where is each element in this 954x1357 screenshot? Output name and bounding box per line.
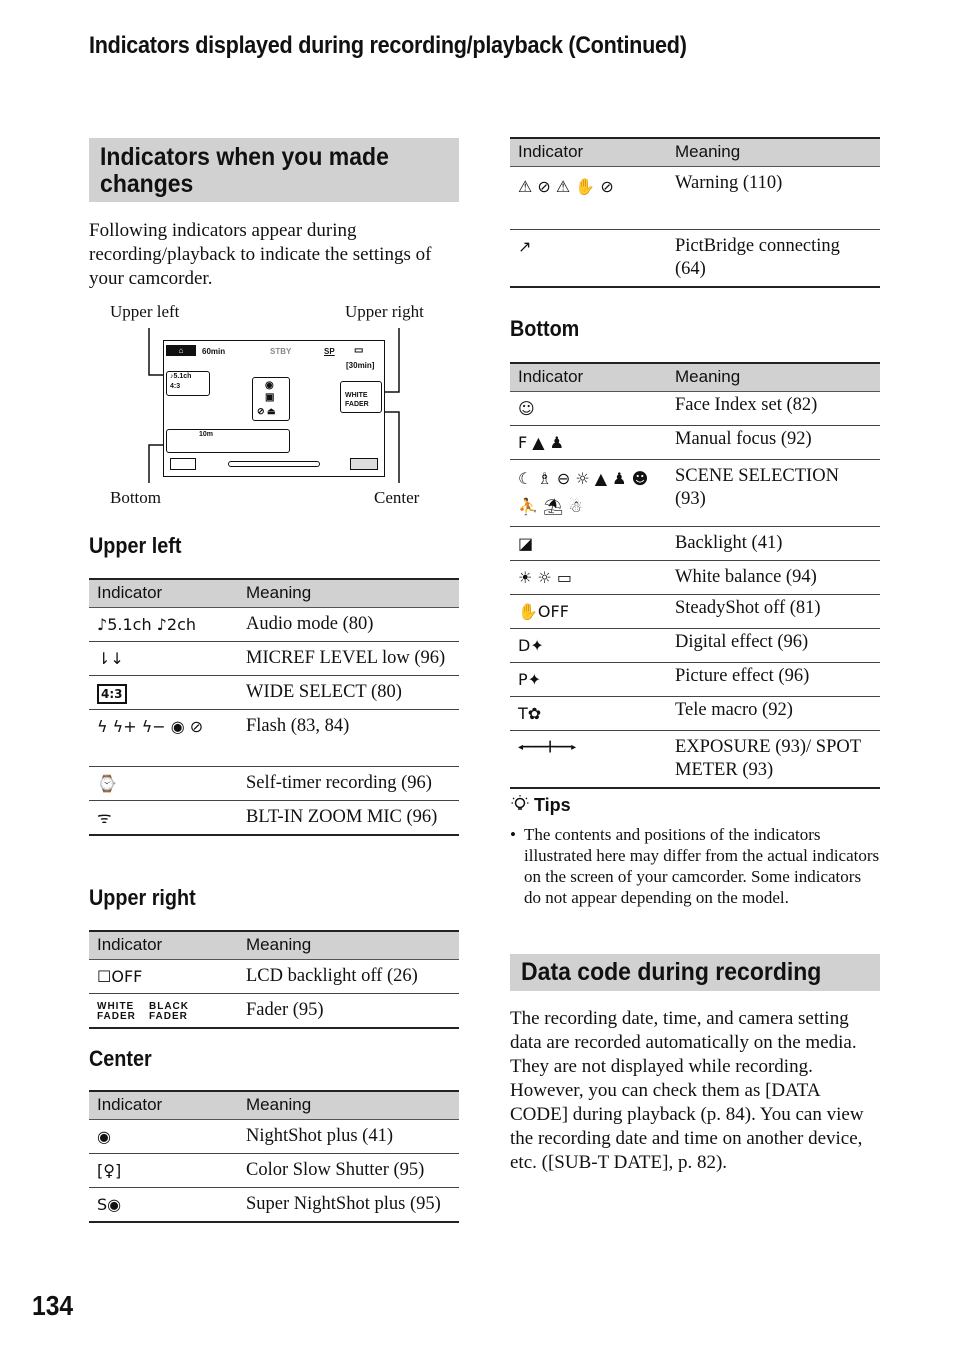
col-meaning: Meaning xyxy=(667,138,880,167)
row-meaning: Audio mode (80) xyxy=(238,608,459,642)
col-indicator: Indicator xyxy=(89,1091,238,1120)
tele-macro-icon: T✿ xyxy=(510,697,667,731)
screen-wide: 4:3 xyxy=(170,383,181,390)
col-meaning: Meaning xyxy=(238,1091,459,1120)
screen-fader: FADER xyxy=(345,401,369,408)
black-fader-icon: BLACK FADER xyxy=(149,1000,189,1022)
center-icon-b: ▣ xyxy=(265,392,275,403)
row-meaning: BLT-IN ZOOM MIC (96) xyxy=(238,801,459,836)
label-center: Center xyxy=(374,488,420,507)
media-icon: ▭ xyxy=(354,345,364,356)
row-meaning: WIDE SELECT (80) xyxy=(238,676,459,710)
section-banner-data-code xyxy=(510,954,880,991)
row-meaning: Super NightShot plus (95) xyxy=(238,1188,459,1223)
screen-stby: STBY xyxy=(270,347,292,356)
micref-icon: ⇂↓ xyxy=(89,642,238,676)
row-meaning: Color Slow Shutter (95) xyxy=(238,1154,459,1188)
screen-diagram xyxy=(89,300,459,515)
row-meaning: Warning (110) xyxy=(667,167,880,230)
exposure-icon: ◂━━━━╋━━━▸ xyxy=(510,731,667,789)
steadyshot-off-icon: ✋OFF xyxy=(510,595,667,629)
camcorder-screen xyxy=(163,340,385,477)
col-indicator: Indicator xyxy=(510,138,667,167)
table-row xyxy=(89,642,459,676)
row-meaning: Face Index set (82) xyxy=(667,392,880,426)
running-head: Indicators displayed during recording/playback (Continued) xyxy=(89,32,687,59)
col-indicator: Indicator xyxy=(510,363,667,392)
table-row xyxy=(510,527,880,561)
white-fader-icon: WHITE FADER xyxy=(97,1000,136,1022)
row-meaning: Manual focus (92) xyxy=(667,426,880,460)
tips-heading xyxy=(510,794,571,816)
table-upper-right xyxy=(89,930,459,1029)
scene-selection-icon: ☾ ♗ ⊖ ☼ ▲ ♟ ☻ ⛹ ⛱ ☃ xyxy=(510,460,667,527)
data-code-paragraph: The recording date, time, and camera setting data are recorded automatically on the media. They are not displayed while recording. However, you can check them as [DATA CODE] during playback (p. 84). You can view the recording date and time on another device, etc. ([SUB-T DATE], p. 82). xyxy=(510,1008,864,1173)
nightshot-icon: ◉ xyxy=(89,1120,238,1154)
screen-battery: 60min xyxy=(202,347,226,356)
row-meaning: SteadyShot off (81) xyxy=(667,595,880,629)
screen-remaining: [30min] xyxy=(346,361,375,370)
table-row xyxy=(89,960,459,994)
table-row xyxy=(510,663,880,697)
col-indicator: Indicator xyxy=(89,579,238,608)
table-row xyxy=(89,1120,459,1154)
flash-icon: ϟ ϟ+ ϟ− ◉ ⊘ xyxy=(89,710,238,767)
table-row xyxy=(510,731,880,789)
white-balance-icon: ☀ ☼ ▭ xyxy=(510,561,667,595)
table-row xyxy=(510,167,880,230)
pictbridge-icon: ↗ xyxy=(510,230,667,288)
lightbulb-icon xyxy=(510,794,530,814)
audio-mode-icon: ♪5.1ch ♪2ch xyxy=(89,608,238,642)
col-meaning: Meaning xyxy=(667,363,880,392)
row-meaning: Fader (95) xyxy=(238,994,459,1029)
wide-select-icon: 4:3 xyxy=(89,676,238,710)
tips-list-item xyxy=(510,824,882,908)
row-meaning: White balance (94) xyxy=(667,561,880,595)
color-slow-shutter-icon: [♀] xyxy=(89,1154,238,1188)
subhead-center: Center xyxy=(89,1046,152,1071)
row-meaning: Self-timer recording (96) xyxy=(238,767,459,801)
center-box xyxy=(252,377,290,421)
row-meaning: MICREF LEVEL low (96) xyxy=(238,642,459,676)
picture-effect-icon: P✦ xyxy=(510,663,667,697)
row-meaning: NightShot plus (41) xyxy=(238,1120,459,1154)
warning-icon: ⚠ ⊘ ⚠ ✋ ⊘ xyxy=(510,167,667,230)
row-meaning: Picture effect (96) xyxy=(667,663,880,697)
table-row xyxy=(89,1188,459,1223)
label-upper-left: Upper left xyxy=(110,302,180,321)
tips-text: The contents and positions of the indicators illustrated here may differ from the actual indicators on the screen of your camcorder. Some indicators do not appear depending on the model. xyxy=(524,825,880,907)
table-row xyxy=(510,561,880,595)
row-meaning: Flash (83, 84) xyxy=(238,710,459,767)
table-row xyxy=(510,629,880,663)
center-icon-a: ◉ xyxy=(265,380,274,391)
screen-audio: ♪5.1ch xyxy=(170,373,192,380)
exposure-bar xyxy=(228,461,320,467)
face-index-icon: ☺ xyxy=(510,392,667,426)
section-banner-indicators-changes xyxy=(89,138,459,202)
row-meaning: EXPOSURE (93)/ SPOT METER (93) xyxy=(667,731,880,789)
table-row xyxy=(89,608,459,642)
table-row xyxy=(510,392,880,426)
self-timer-icon: ⌚ xyxy=(89,767,238,801)
data-code-title: Data code during recording xyxy=(521,958,822,986)
table-row xyxy=(510,426,880,460)
table-bottom xyxy=(510,362,880,789)
col-indicator: Indicator xyxy=(89,931,238,960)
row-meaning: Backlight (41) xyxy=(667,527,880,561)
table-row xyxy=(89,767,459,801)
table-row xyxy=(89,710,459,767)
screen-white: WHITE xyxy=(345,392,368,399)
upper-left-box xyxy=(166,371,210,396)
bullet: • xyxy=(510,825,516,844)
super-nightshot-icon: S◉ xyxy=(89,1188,238,1223)
screen-sp: SP xyxy=(324,347,335,356)
table-row xyxy=(510,230,880,288)
intro-paragraph: Following indicators appear during recording/playback to indicate the settings of your camcorder. xyxy=(89,220,432,289)
row-meaning: PictBridge connecting (64) xyxy=(667,230,880,288)
backlight-icon: ◪ xyxy=(510,527,667,561)
bottom-box xyxy=(166,429,290,453)
manual-focus-icon: F ▲ ♟ xyxy=(510,426,667,460)
row-meaning: SCENE SELECTION (93) xyxy=(667,460,880,527)
label-upper-right: Upper right xyxy=(345,302,424,321)
tips-label: Tips xyxy=(534,795,571,815)
table-row xyxy=(89,801,459,836)
section-title: Indicators when you made changes xyxy=(100,143,389,198)
subhead-upper-left: Upper left xyxy=(89,533,182,558)
center-icon-c: ⊘ ⏏ xyxy=(257,406,276,416)
home-icon: ⌂ xyxy=(166,345,196,356)
table-upper-left xyxy=(89,578,459,836)
row-meaning: LCD backlight off (26) xyxy=(238,960,459,994)
page-number: 134 xyxy=(32,1290,74,1321)
digital-effect-icon: D✦ xyxy=(510,629,667,663)
fader-icon xyxy=(89,994,238,1029)
subhead-bottom: Bottom xyxy=(510,316,580,341)
zoom-mic-icon: ᯤ xyxy=(89,801,238,836)
table-row xyxy=(89,676,459,710)
row-meaning: Tele macro (92) xyxy=(667,697,880,731)
upper-right-box xyxy=(340,381,382,413)
label-bottom: Bottom xyxy=(110,488,162,507)
subhead-upper-right: Upper right xyxy=(89,885,196,910)
play-button-icon xyxy=(170,458,196,470)
option-button-icon xyxy=(350,458,378,470)
lcd-backlight-off-icon: ☐OFF xyxy=(89,960,238,994)
col-meaning: Meaning xyxy=(238,931,459,960)
table-row xyxy=(510,595,880,629)
table-row xyxy=(510,697,880,731)
row-meaning: Digital effect (96) xyxy=(667,629,880,663)
col-meaning: Meaning xyxy=(238,579,459,608)
table-row xyxy=(89,994,459,1029)
table-row xyxy=(510,460,880,527)
table-warning xyxy=(510,137,880,288)
table-center xyxy=(89,1090,459,1223)
table-row xyxy=(89,1154,459,1188)
screen-photo: 10m xyxy=(199,431,214,438)
